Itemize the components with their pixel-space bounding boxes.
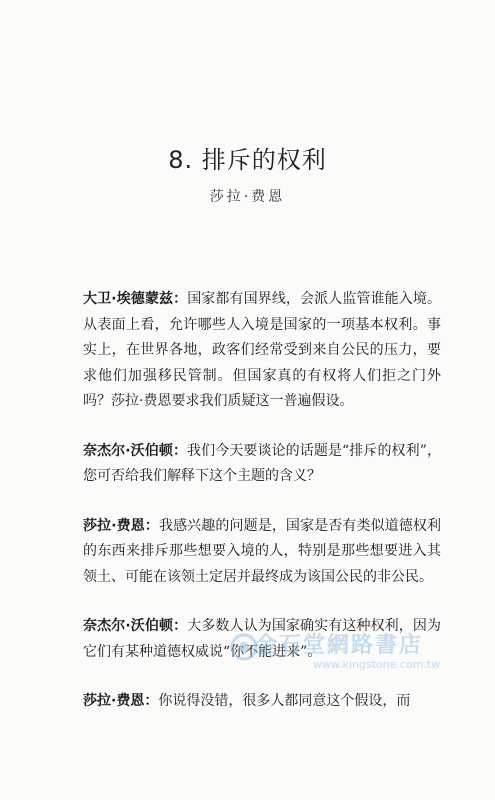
speaker-name: 莎拉·费恩： bbox=[83, 517, 159, 534]
speaker-name: 奈杰尔·沃伯顿： bbox=[83, 618, 188, 634]
dialogue-text: 国家都有国界线，会派人监管谁能入境。从表面上看，允许哪些人入境是国家的一项基本权利。事实上，在世界各地，政客们经常受到来自公民的压力，要求他们加强移民管制。但国家真的有权将人们拒之门外吗？莎拉·费恩要求我们质疑这一普遍假设。 bbox=[83, 291, 442, 409]
dialogue-text: 我们今天要谈论的话题是“排斥的权利”，您可否给我们解释下这个主题的含义？ bbox=[83, 442, 441, 484]
watermark-text: 金石堂網路書店 bbox=[255, 633, 424, 658]
dialogue-paragraph bbox=[83, 689, 441, 715]
dialogue-text: 你说得没错，很多人都同意这个假设，而 bbox=[158, 693, 411, 709]
speaker-name: 莎拉·费恩： bbox=[83, 693, 159, 709]
speaker-name: 奈杰尔·沃伯顿： bbox=[83, 442, 188, 459]
chapter-author: 莎拉·费恩 bbox=[209, 189, 286, 205]
dialogue-paragraph bbox=[83, 287, 441, 415]
chapter-title: 8. 排斥的权利 bbox=[168, 146, 327, 174]
dialogue-paragraph bbox=[83, 439, 441, 490]
dialogue-text: 大多数人认为国家确实有这种权利，因为它们有某种道德权威说“你不能进来”。 bbox=[83, 618, 442, 660]
dialogue-paragraph bbox=[83, 514, 441, 591]
watermark-url: www.kingstone.com.tw bbox=[313, 658, 441, 671]
dialogue-paragraph bbox=[83, 614, 441, 665]
speaker-name: 大卫·埃德蒙兹： bbox=[83, 291, 188, 307]
dialogue-text: 我感兴趣的问题是，国家是否有类似道德权利的东西来排斥那些想要入境的人，特别是那些想要进入其领土、可能在该领土定居并最终成为该国公民的非公民。 bbox=[83, 517, 441, 585]
dialogue-body bbox=[83, 287, 441, 739]
